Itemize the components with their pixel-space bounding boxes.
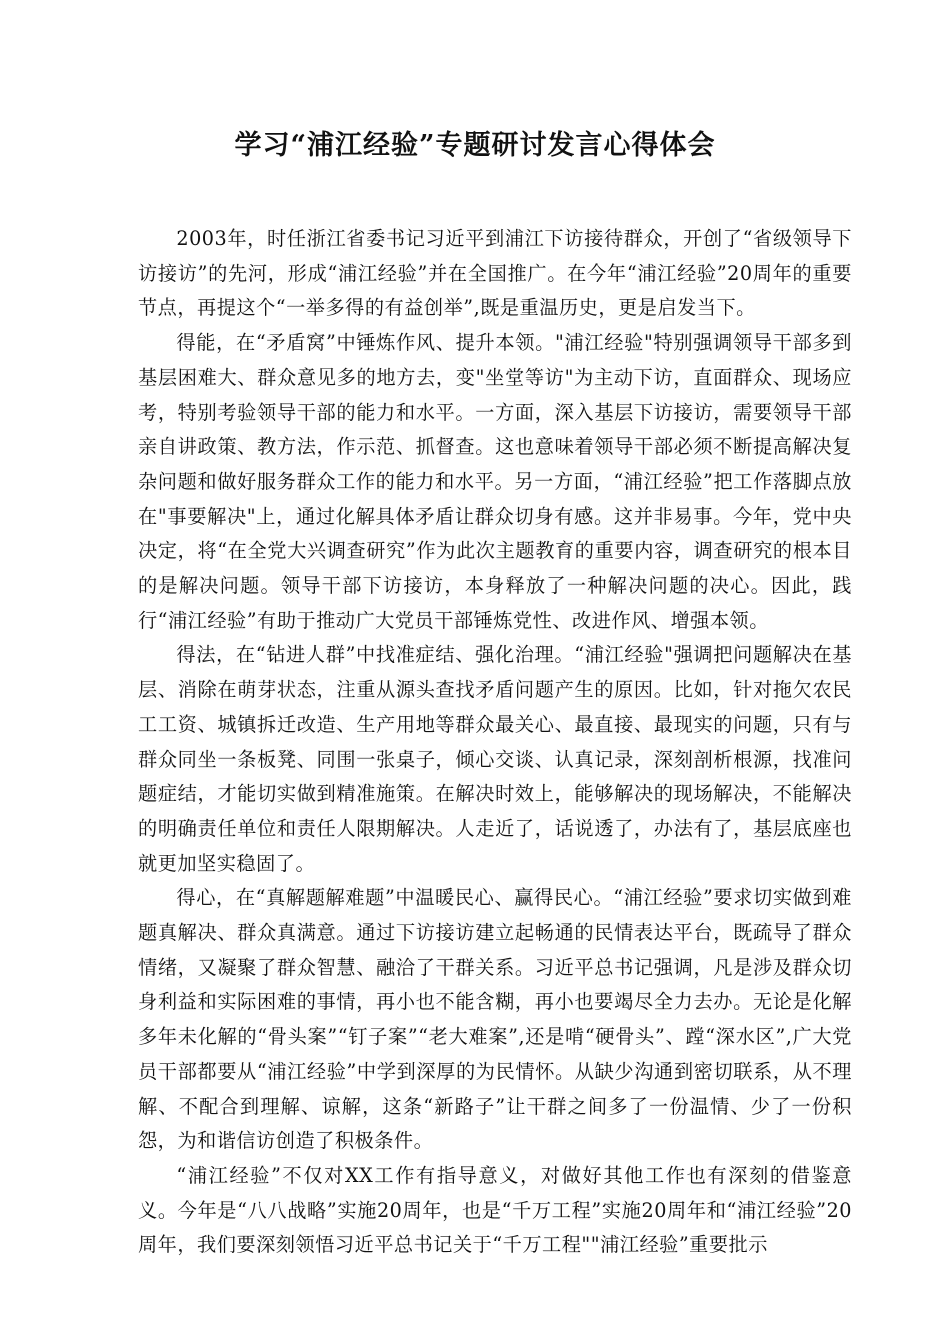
document-title: 学习“浦江经验”专题研讨发言心得体会 [234, 130, 716, 161]
paragraph-defa: 得法，在“钻进人群”中找准症结、强化治理。“浦江经验"强调把问题解决在基层、消除在萌芽状态，注重从源头查找矛盾问题产生的原因。比如，针对拖欠农民工工资、城镇拆迁改造、生产用地等群众最关心、最直接、最现实的问题，只有与群众同坐一条板凳、同围一张桌子，倾心交谈、认真记录，深刻剖析根源，找准问题症结，才能切实做到精准施策。在解决时效上，能够解决的现场解决，不能解决的明确责任单位和责任人限期解决。人走近了，话说透了，办法有了，基层底座也就更加坚实稳固了。 [138, 643, 852, 875]
paragraph-significance: “浦江经验”不仅对XX工作有指导意义，对做好其他工作也有深刻的借鉴意义。今年是“八八战略”实施20周年，也是“千万工程”实施20周年和“浦江经验”20周年，我们要深刻领悟习近平总书记关于“千万工程""浦江经验”重要批示 [138, 1163, 852, 1257]
paragraph-deneng: 得能，在“矛盾窝”中锤炼作风、提升本领。"浦江经验"特别强调领导干部多到基层困难大、群众意见多的地方去，变"坐堂等访"为主动下访，直面群众、现场应考，特别考验领导干部的能力和水平。一方面，深入基层下访接访，需要领导干部亲自讲政策、教方法，作示范、抓督查。这也意味着领导干部必须不断提高解决复杂问题和做好服务群众工作的能力和水平。另一方面，“浦江经验”把工作落脚点放在"事要解决"上，通过化解具体矛盾让群众切身有感。这并非易事。今年，党中央决定，将“在全党大兴调查研究”作为此次主题教育的重要内容，调查研究的根本目的是解决问题。领导干部下访接访，本身释放了一种解决问题的决心。因此，践行“浦江经验”有助于推动广大党员干部锤炼党性、改进作风、增强本领。 [138, 331, 852, 632]
paragraph-dexin: 得心，在“真解题解难题”中温暖民心、赢得民心。“浦江经验”要求切实做到难题真解决、群众真满意。通过下访接访建立起畅通的民情表达平台，既疏导了群众情绪，又凝聚了群众智慧、融洽了干群关系。习近平总书记强调，凡是涉及群众切身利益和实际困难的事情，再小也不能含糊，再小也要竭尽全力去办。无论是化解多年未化解的“骨头案”“钉子案”“老大难案”,还是啃“硬骨头”、蹚“深水区”,广大党员干部都要从“浦江经验”中学到深厚的为民情怀。从缺少沟通到密切联系，从不理解、不配合到理解、谅解，这条“新路子”让干群之间多了一份温情、少了一份积怨，为和谐信访创造了积极条件。 [138, 886, 852, 1153]
paragraph-intro: 2003年，时任浙江省委书记习近平到浦江下访接待群众，开创了“省级领导下访接访”的先河，形成“浦江经验”并在全国推广。在今年“浦江经验”20周年的重要节点，再提这个“一举多得的有益创举”,既是重温历史，更是启发当下。 [138, 227, 852, 320]
document-body [138, 222, 852, 1263]
